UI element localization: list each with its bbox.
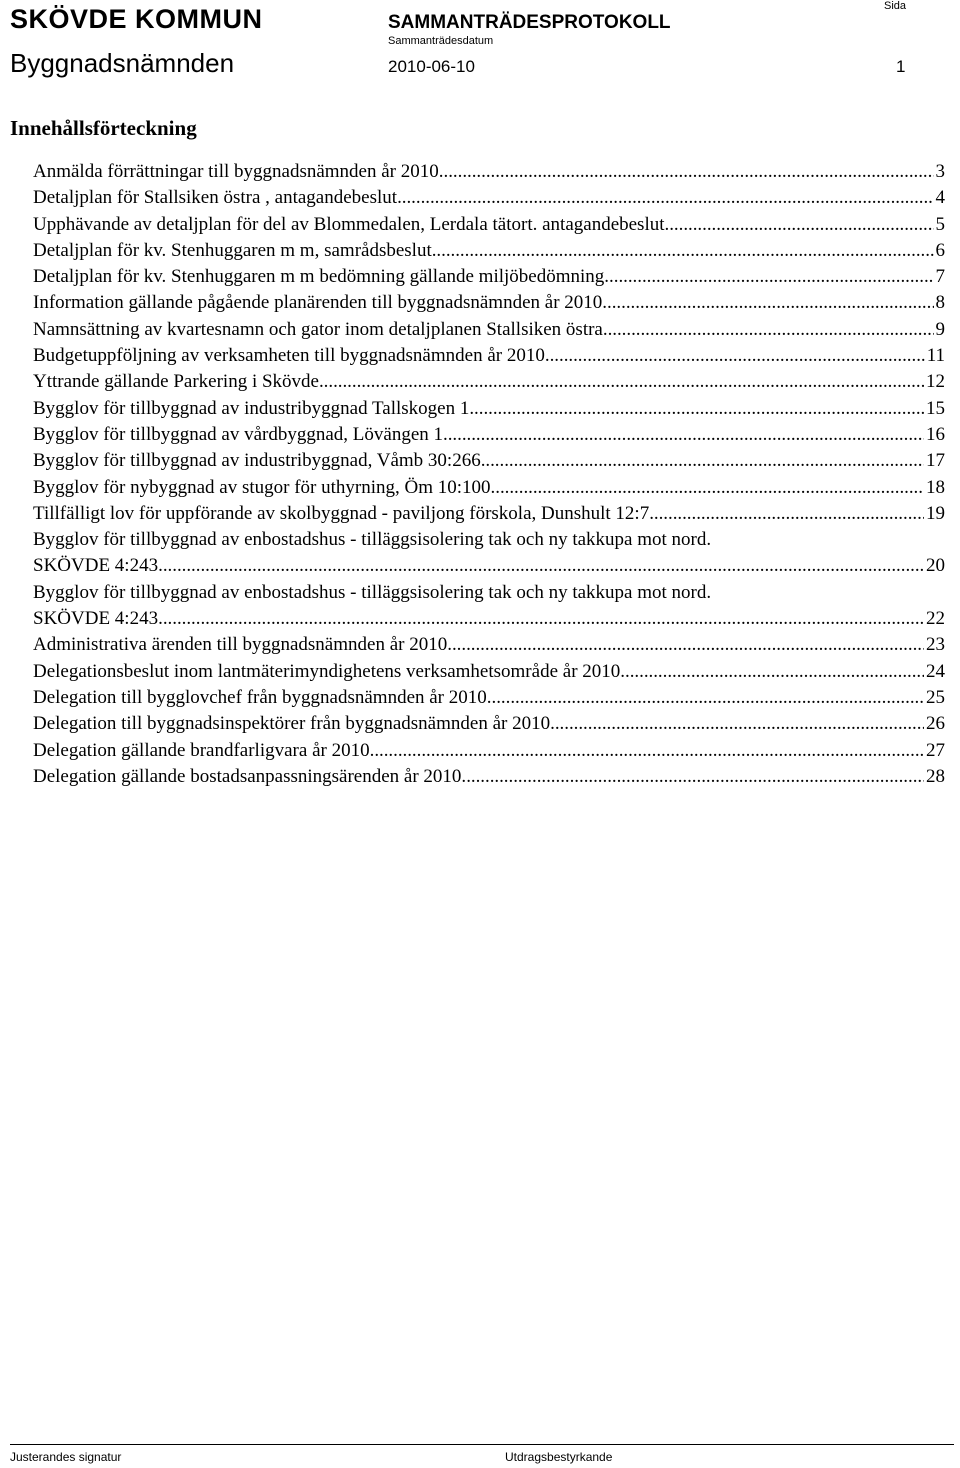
toc-dot-leader — [452, 632, 924, 658]
footer-divider — [10, 1444, 954, 1445]
toc-entry[interactable] — [33, 685, 945, 711]
toc-entry-title: Tillfälligt lov för uppförande av skolbyggnad - paviljong förskola, Dunshult 12:7 — [33, 502, 650, 524]
toc-dot-leader — [603, 317, 934, 343]
toc-entry[interactable] — [33, 159, 945, 185]
toc-entry-page: 23 — [926, 634, 945, 656]
toc-entry-title: Bygglov för tillbyggnad av industribyggnad Tallskogen 1 — [33, 397, 470, 419]
toc-entry-page: 12 — [926, 371, 945, 393]
toc-entry-page: 26 — [926, 713, 945, 735]
certification-label: Utdragsbestyrkande — [505, 1450, 613, 1464]
toc-entry-page: 8 — [935, 292, 945, 314]
toc-entry[interactable] — [33, 369, 945, 395]
toc-entry[interactable] — [33, 501, 945, 527]
document-type: SAMMANTRÄDESPROTOKOLL — [388, 12, 671, 33]
toc-entry[interactable] — [33, 396, 945, 422]
committee-name: Byggnadsnämnden — [10, 48, 235, 78]
toc-dot-leader — [397, 185, 933, 211]
toc-heading: Innehållsförteckning — [10, 116, 197, 140]
toc-entry[interactable] — [33, 448, 945, 474]
toc-dot-leader — [443, 422, 924, 448]
toc-dot-leader — [550, 343, 925, 369]
toc-entry-title: SKÖVDE 4:243. — [33, 608, 163, 630]
toc-entry-page: 25 — [926, 686, 945, 708]
toc-entry[interactable] — [33, 238, 945, 264]
page-label: Sida — [884, 0, 907, 12]
date-label: Sammanträdesdatum — [388, 35, 494, 47]
toc-entry-title: SKÖVDE 4:243. — [33, 555, 163, 577]
toc-entry-title: Detaljplan för kv. Stenhuggaren m m bedömning gällande miljöbedömning. — [33, 266, 610, 288]
meeting-date: 2010-06-10 — [388, 57, 475, 76]
toc-entry[interactable] — [33, 606, 945, 632]
toc-entry-title: Budgetuppföljning av verksamheten till byggnadsnämnden år 2010. — [33, 345, 550, 367]
municipality-logo: SKÖVDE KOMMUN — [10, 4, 263, 34]
toc-entry[interactable] — [33, 422, 945, 448]
toc-dot-leader — [481, 448, 924, 474]
toc-entry-page: 18 — [926, 476, 945, 498]
toc-dot-leader — [432, 238, 934, 264]
toc-dot-leader — [466, 764, 924, 790]
toc-dot-leader — [625, 659, 924, 685]
toc-entry-page: 20 — [926, 555, 945, 577]
toc-dot-leader — [609, 264, 933, 290]
toc-entry-title: Namnsättning av kvartesnamn och gator inom detaljplanen Stallsiken östra — [33, 318, 603, 340]
toc-entry[interactable] — [33, 632, 945, 658]
toc-entry-title: Upphävande av detaljplan för del av Blommedalen, Lerdala tätort. antagandebeslut — [33, 213, 665, 235]
toc-entry-page: 24 — [926, 660, 945, 682]
toc-dot-leader — [491, 475, 924, 501]
toc-entry-page: 4 — [935, 187, 945, 209]
toc-entry[interactable] — [33, 659, 945, 685]
toc-entry-page: 11 — [926, 345, 945, 367]
toc-dot-leader — [163, 606, 924, 632]
toc-entry-title: Bygglov för tillbyggnad av vårdbyggnad, Lövängen 1 — [33, 423, 444, 445]
toc-entry[interactable] — [33, 553, 945, 579]
toc-dot-leader — [444, 159, 934, 185]
toc-entry-page: 7 — [935, 266, 945, 288]
toc-entry-title: Information gällande pågående planärenden till byggnadsnämnden år 2010. — [33, 292, 608, 314]
toc-entry-page: 9 — [935, 318, 945, 340]
toc-entry-title: Anmälda förrättningar till byggnadsnämnden år 2010. — [33, 161, 444, 182]
toc-entry-title: Delegation till bygglovchef från byggnadsnämnden år 2010. — [33, 686, 492, 708]
toc-dot-leader — [319, 369, 924, 395]
toc-entry[interactable] — [33, 738, 945, 764]
toc-entry[interactable] — [33, 527, 945, 553]
table-of-contents — [33, 159, 945, 790]
toc-entry-title: Delegation gällande bostadsanpassningsärenden år 2010. — [33, 765, 467, 787]
toc-entry[interactable] — [33, 580, 945, 606]
toc-entry-title: Detaljplan för kv. Stenhuggaren m m, samrådsbeslut — [33, 239, 432, 261]
toc-entry-title: Administrativa ärenden till byggnadsnämnden år 2010. — [33, 634, 452, 656]
toc-entry-page: 3 — [935, 161, 945, 182]
toc-entry[interactable] — [33, 475, 945, 501]
toc-entry[interactable] — [33, 185, 945, 211]
toc-dot-leader — [163, 553, 924, 579]
toc-dot-leader — [492, 685, 924, 711]
page-number: 1 — [896, 57, 906, 76]
toc-entry[interactable] — [33, 264, 945, 290]
toc-entry-title: Bygglov för tillbyggnad av enbostadshus - tilläggsisolering tak och ny takkupa mot nord. — [33, 581, 712, 603]
toc-dot-leader — [665, 212, 934, 238]
toc-dot-leader — [649, 501, 924, 527]
toc-entry-page: 27 — [926, 739, 945, 761]
toc-entry[interactable] — [33, 764, 945, 790]
toc-entry-title: Yttrande gällande Parkering i Skövde — [33, 371, 319, 393]
toc-entry[interactable] — [33, 343, 945, 369]
toc-dot-leader — [555, 711, 924, 737]
toc-entry-page: 17 — [926, 450, 945, 472]
toc-entry-page: 19 — [926, 502, 945, 524]
toc-entry-page: 28 — [926, 765, 945, 787]
toc-entry[interactable] — [33, 711, 945, 737]
toc-entry-page: 6 — [935, 239, 945, 261]
toc-dot-leader — [374, 738, 924, 764]
toc-entry-page: 22 — [926, 608, 945, 630]
toc-entry-title: Bygglov för tillbyggnad av enbostadshus - tilläggsisolering tak och ny takkupa mot nord. — [33, 529, 712, 551]
toc-entry[interactable] — [33, 317, 945, 343]
toc-entry-title: Delegation till byggnadsinspektörer från byggnadsnämnden år 2010. — [33, 713, 555, 735]
toc-entry[interactable] — [33, 290, 945, 316]
toc-dot-leader — [607, 290, 933, 316]
toc-dot-leader — [469, 396, 924, 422]
toc-entry-page: 5 — [935, 213, 945, 235]
toc-entry-title: Detaljplan för Stallsiken östra , antagandebeslut — [33, 187, 398, 209]
toc-entry[interactable] — [33, 212, 945, 238]
toc-entry-title: Bygglov för tillbyggnad av industribyggnad, Våmb 30:266 — [33, 450, 481, 472]
toc-entry-title: Bygglov för nybyggnad av stugor för uthyrning, Öm 10:100 — [33, 476, 491, 498]
signature-label: Justerandes signatur — [10, 1450, 122, 1464]
toc-entry-page: 15 — [926, 397, 945, 419]
toc-entry-page: 16 — [926, 423, 945, 445]
toc-entry-title: Delegation gällande brandfarligvara år 2010. — [33, 739, 375, 761]
toc-entry-title: Delegationsbeslut inom lantmäterimyndighetens verksamhetsområde år 2010. — [33, 660, 626, 682]
